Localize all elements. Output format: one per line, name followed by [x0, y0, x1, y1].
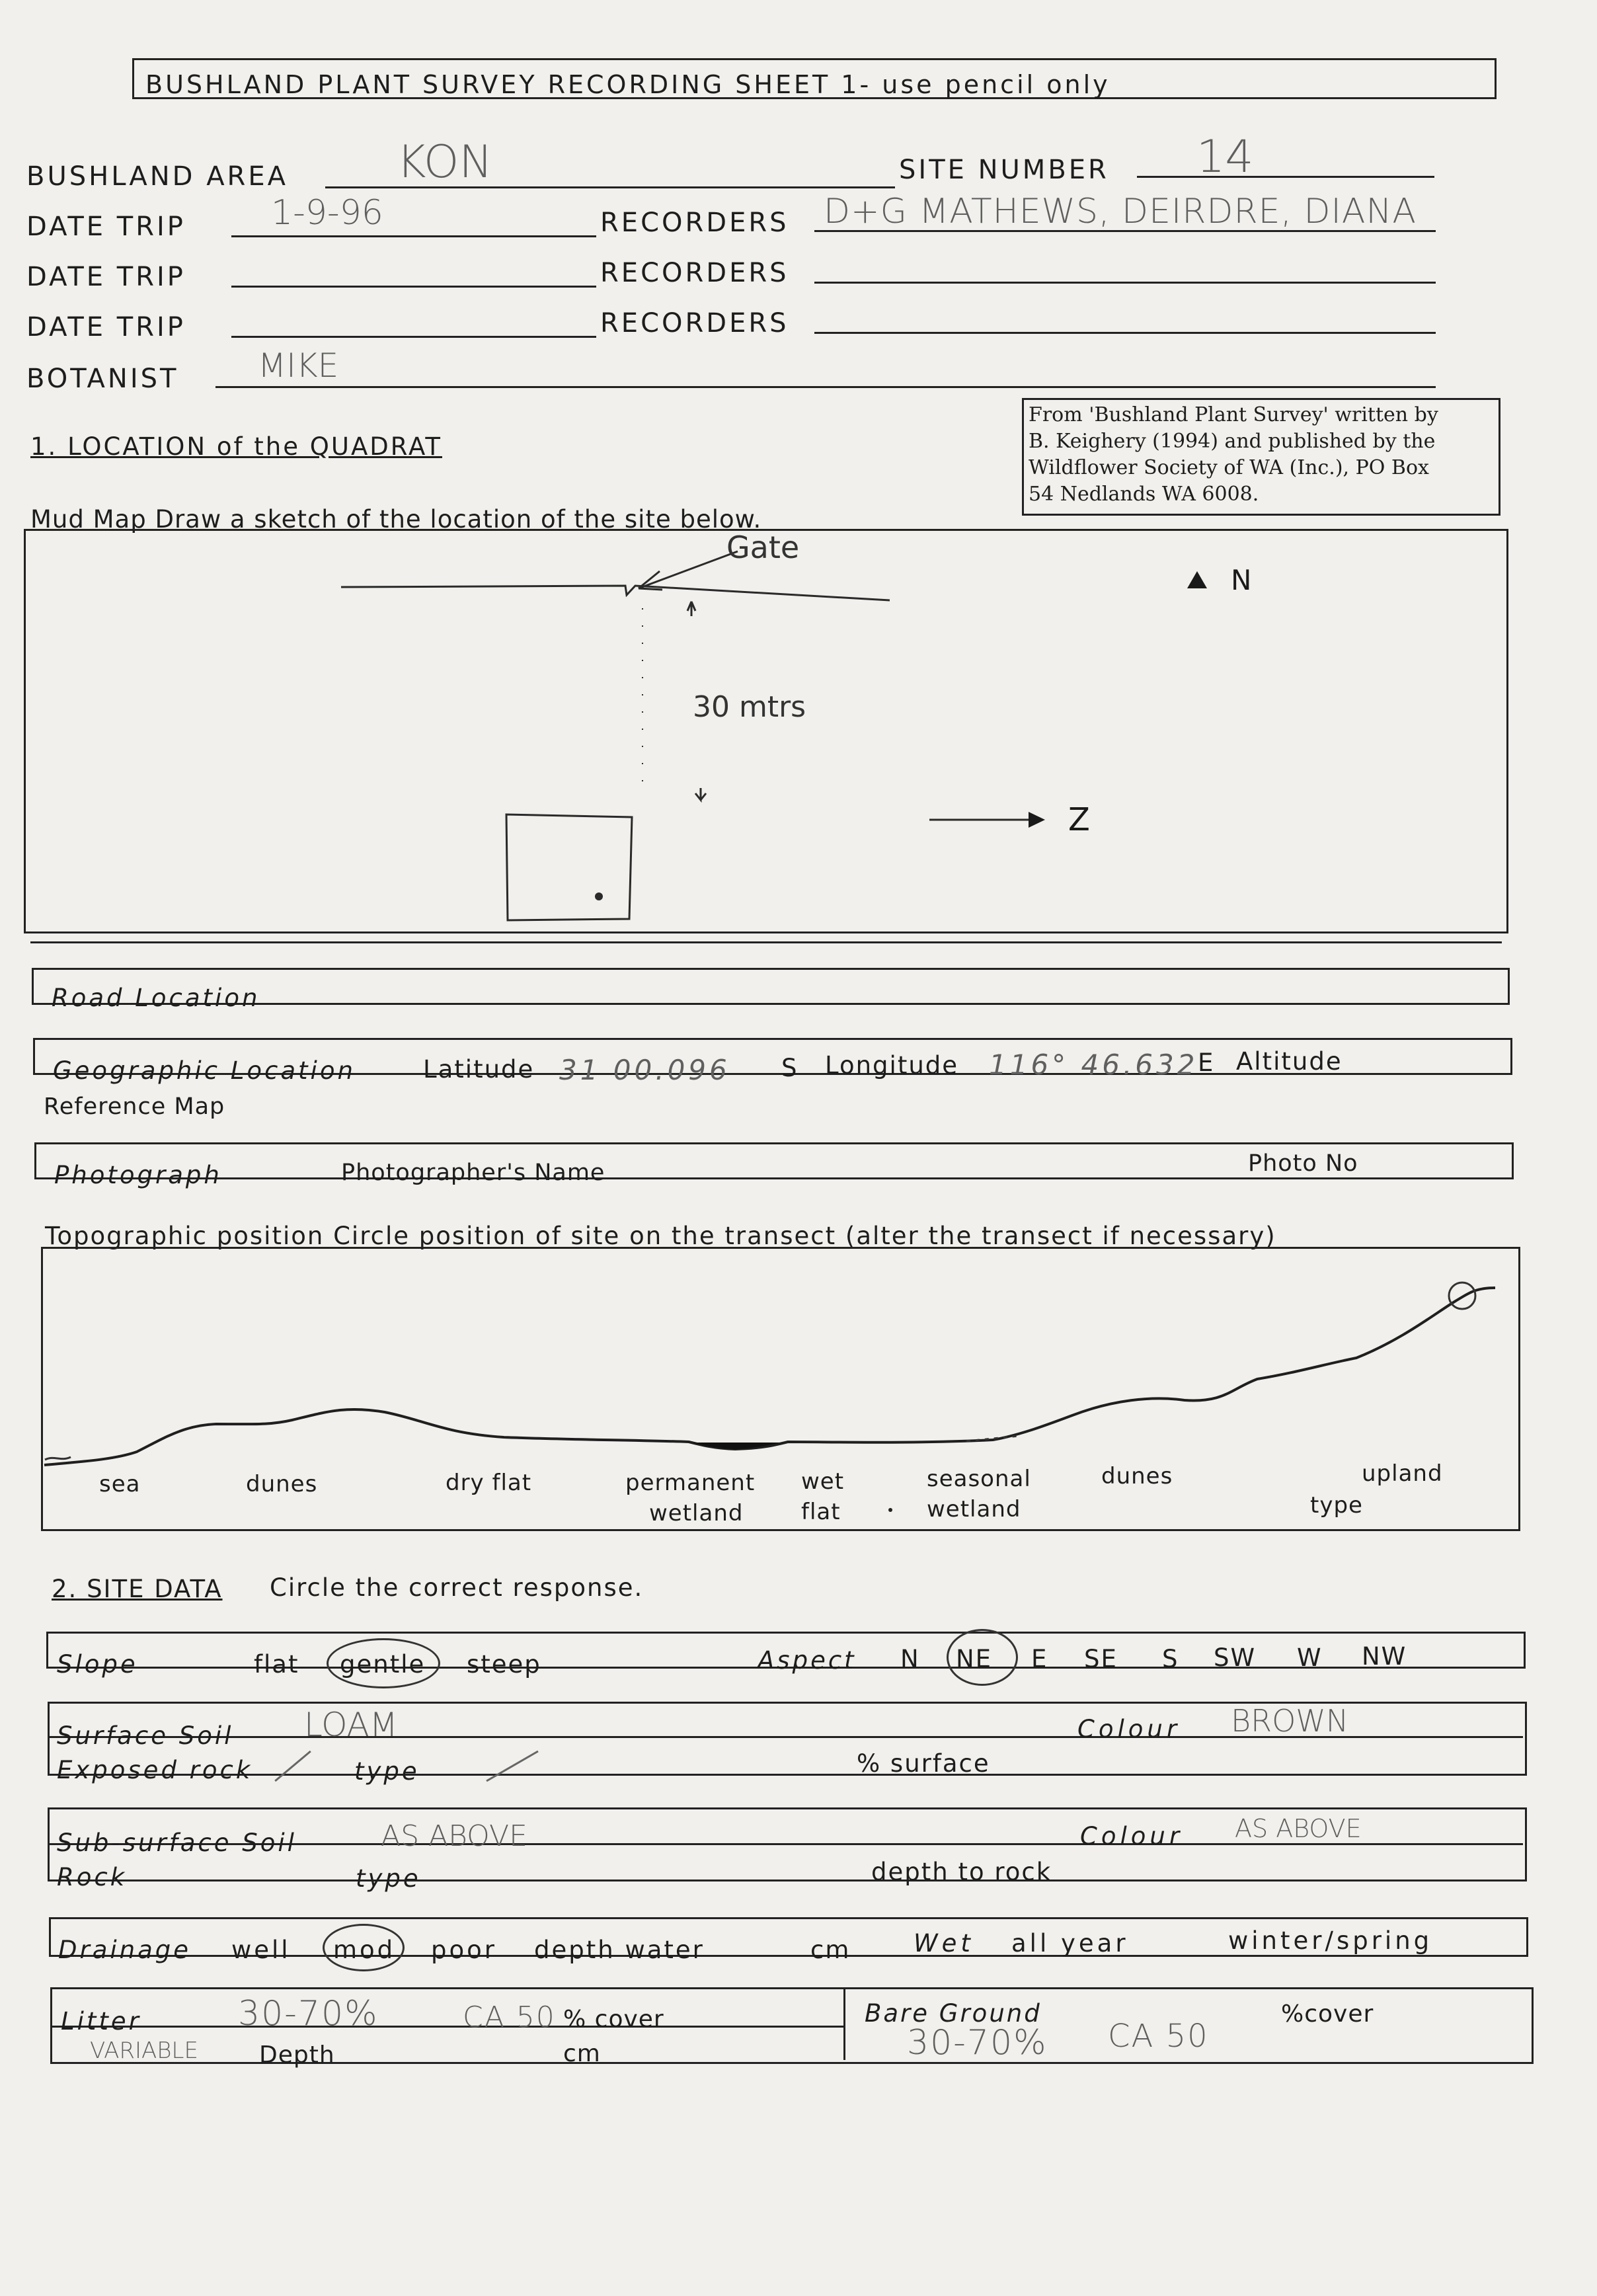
altitude-label: Altitude: [1236, 1047, 1343, 1076]
rock-type-label: type: [356, 1864, 421, 1893]
photo-no-label: Photo No: [1248, 1150, 1358, 1177]
depth-label: Depth: [259, 2041, 335, 2069]
aspect-label: Aspect: [758, 1646, 857, 1675]
aspect-option-sw: SW: [1214, 1643, 1257, 1672]
surface-colour-label: Colour: [1077, 1715, 1181, 1743]
subsurface-colour-value: AS ABOVE: [1235, 1814, 1362, 1843]
transect-dry-flat: dry flat: [446, 1470, 532, 1496]
transect-type: type: [1310, 1492, 1363, 1519]
recorders-label-2: RECORDERS: [600, 258, 789, 288]
date-trip-label-1: DATE TRIP: [26, 212, 186, 242]
drainage-option-well: well: [231, 1936, 291, 1964]
slope-selected-circle: [327, 1638, 440, 1688]
recorders-value-1: D+G MATHEWS, DEIRDRE, DIANA: [824, 192, 1417, 231]
geographic-location-label: Geographic Location: [53, 1056, 356, 1085]
date-trip-line-3: [231, 336, 596, 338]
date-trip-value-1: 1-9-96: [271, 193, 383, 233]
wet-winter-spring: winter/spring: [1228, 1926, 1433, 1955]
aspect-option-e: E: [1031, 1645, 1048, 1673]
litter-divider-v: [843, 1987, 845, 2060]
subsurface-soil-label: Sub-surface Soil: [57, 1829, 297, 1857]
litter-label: Litter: [61, 2007, 141, 2036]
aspect-option-s: S: [1162, 1645, 1179, 1673]
site-number-label: SITE NUMBER: [899, 155, 1109, 185]
surface-colour-value: BROWN: [1231, 1703, 1349, 1739]
site-number-value: 14: [1196, 131, 1254, 183]
gate-label: Gate: [726, 530, 800, 565]
slope-option-gentle: gentle: [340, 1650, 426, 1679]
percent-surface-label: % surface: [857, 1749, 990, 1778]
aspect-option-w: W: [1297, 1643, 1323, 1672]
photograph-label: Photograph: [54, 1161, 222, 1189]
section1-title: 1. LOCATION of the QUADRAT: [30, 432, 442, 461]
surface-soil-value: LOAM: [304, 1706, 398, 1744]
litter-value: 30-70%: [238, 1994, 379, 2034]
section2-subtitle: Circle the correct response.: [270, 1573, 644, 1602]
aspect-option-n: N: [900, 1645, 920, 1673]
wet-label: Wet: [914, 1929, 974, 1958]
z-label: Z: [1068, 801, 1090, 838]
credit-line-4: 54 Nedlands WA 6008.: [1029, 483, 1259, 506]
depth-water-cm: cm: [810, 1936, 851, 1964]
credit-line-3: Wildflower Society of WA (Inc.), PO Box: [1029, 456, 1429, 479]
credit-line-2: B. Keighery (1994) and published by the: [1029, 430, 1436, 453]
depth-cm: cm: [563, 2040, 601, 2067]
subsurface-colour-label: Colour: [1080, 1822, 1184, 1850]
distance-label: 30 mtrs: [693, 690, 806, 724]
rock-label: Rock: [57, 1863, 128, 1891]
drainage-label: Drainage: [58, 1936, 192, 1964]
date-trip-label-3: DATE TRIP: [26, 312, 186, 342]
litter-divider-h: [50, 2026, 843, 2028]
slope-option-flat: flat: [254, 1650, 299, 1679]
photographers-name-label: Photographer's Name: [341, 1160, 605, 1186]
litter-percent-cover: % cover: [563, 2006, 664, 2033]
date-trip-line-2: [231, 286, 596, 288]
botanist-line: [215, 386, 1436, 388]
transect-profile: [41, 1247, 1522, 1531]
botanist-value: MIKE: [258, 346, 339, 385]
credit-line-1: From 'Bushland Plant Survey' written by: [1029, 403, 1438, 426]
transect-dunes-2: dunes: [1101, 1463, 1173, 1489]
exposed-rock-label: Exposed rock: [57, 1756, 253, 1784]
reference-map-label: Reference Map: [44, 1093, 225, 1120]
exposed-rock-type-label: type: [354, 1757, 420, 1786]
transect-permanent: permanent: [625, 1470, 756, 1496]
bare-percent-cover: %cover: [1281, 2000, 1374, 2028]
slope-option-steep: steep: [467, 1650, 541, 1679]
north-label: N: [1231, 564, 1252, 596]
recorders-label-3: RECORDERS: [600, 308, 789, 338]
site-number-line: [1137, 176, 1434, 178]
litter-ca: CA 50: [463, 2000, 556, 2034]
sheet-title: BUSHLAND PLANT SURVEY RECORDING SHEET 1- use pencil only: [145, 70, 1110, 99]
transect-seasonal-wetland: wetland: [927, 1496, 1021, 1523]
slope-label: Slope: [57, 1650, 138, 1679]
transect-flat: flat: [801, 1499, 841, 1525]
latitude-value: 31 00.096: [559, 1054, 730, 1086]
bare-ground-label: Bare Ground: [865, 1999, 1042, 2028]
drainage-selected-circle: [323, 1924, 405, 1971]
transect-permanent-wetland: wetland: [649, 1500, 744, 1526]
transect-wet: wet: [801, 1468, 845, 1495]
aspect-option-se: SE: [1084, 1645, 1118, 1673]
aspect-option-ne: NE: [956, 1645, 993, 1673]
transect-seasonal: seasonal: [927, 1466, 1031, 1492]
transect-dunes-1: dunes: [246, 1471, 318, 1497]
mudmap-label: Mud Map Draw a sketch of the location of the site below.: [30, 505, 762, 534]
aspect-option-nw: NW: [1362, 1642, 1407, 1671]
recorders-label-1: RECORDERS: [600, 208, 789, 238]
recorders-line-2: [814, 282, 1436, 284]
road-location-label: Road Location: [52, 984, 260, 1012]
longitude-value: 116° 46.632: [989, 1049, 1198, 1081]
bushland-area-value: KON: [397, 136, 493, 188]
wet-all-year: all year: [1011, 1929, 1129, 1958]
subsurface-soil-value: AS ABOVE: [381, 1819, 527, 1853]
date-trip-line-1: [231, 235, 596, 237]
latitude-label: Latitude: [423, 1055, 535, 1084]
botanist-label: BOTANIST: [26, 364, 179, 394]
date-trip-label-2: DATE TRIP: [26, 262, 186, 292]
mud-map-sketch: [24, 529, 1508, 952]
bare-ground-value: 30-70%: [907, 2023, 1048, 2063]
e-label: E: [1198, 1049, 1215, 1077]
drainage-option-mod: mod: [333, 1936, 396, 1964]
depth-value: VARIABLE: [90, 2038, 198, 2064]
bare-ground-ca: CA 50: [1108, 2018, 1209, 2055]
recorders-line-3: [814, 332, 1436, 334]
topographic-label: Topographic position Circle position of site on the transect (alter the transect if necessary): [45, 1222, 1276, 1250]
bushland-area-label: BUSHLAND AREA: [26, 161, 288, 192]
s-label: S: [781, 1054, 798, 1082]
transect-sea: sea: [99, 1471, 141, 1497]
drainage-option-poor: poor: [431, 1936, 497, 1964]
section2-title: 2. SITE DATA: [52, 1575, 223, 1603]
aspect-selected-circle: [947, 1629, 1018, 1686]
depth-to-rock-label: depth to rock: [871, 1858, 1052, 1886]
transect-upland: upland: [1362, 1460, 1443, 1487]
mud-map-underline: [30, 941, 1502, 943]
surface-soil-label: Surface Soil: [57, 1722, 234, 1750]
longitude-label: Longitude: [825, 1051, 959, 1080]
depth-water-label: depth water: [534, 1936, 705, 1964]
